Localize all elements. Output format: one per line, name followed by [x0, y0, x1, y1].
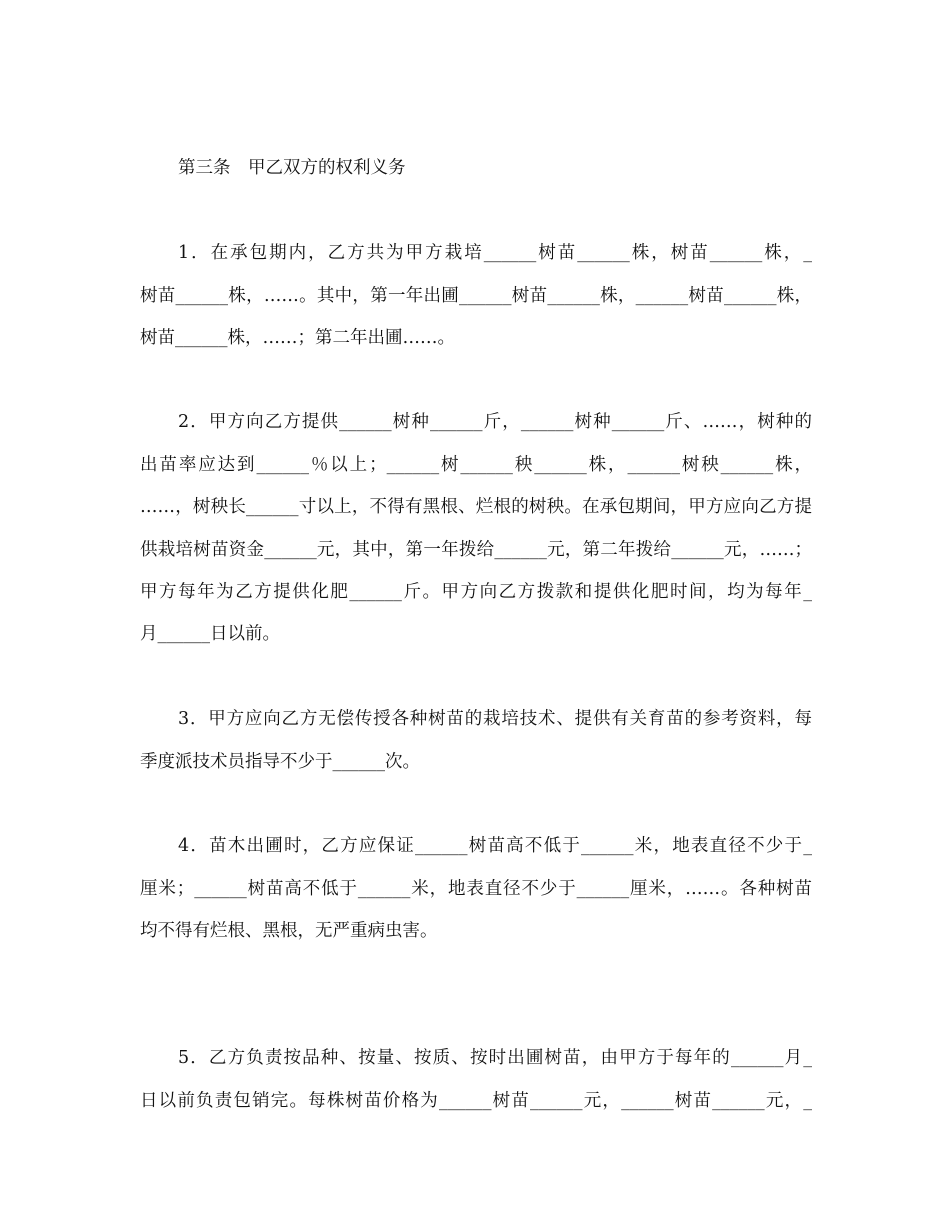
clause-2-line-1: 2．甲方向乙方提供______树种______斤，______树种______斤、……，树种的: [178, 412, 812, 432]
clause-2-line-6: 月______日以前。: [140, 624, 280, 644]
clause-1-line-2: 树苗______株，……。其中，第一年出圃______树苗______株，______树苗______株，: [140, 286, 812, 306]
clause-5-line-1: 5．乙方负责按品种、按量、按质、按时出圃树苗，由甲方于每年的______月_: [178, 1048, 812, 1068]
clause-4-line-3: 均不得有烂根、黑根，无严重病虫害。: [140, 921, 438, 941]
clause-4-line-1: 4．苗木出圃时，乙方应保证______树苗高不低于______米，地表直径不少于_: [178, 836, 812, 856]
clause-5-line-2: 日以前负责包销完。每株树苗价格为______树苗______元，______树苗______元，_: [140, 1091, 812, 1111]
clause-2-line-3: ……，树秧长______寸以上，不得有黑根、烂根的树秧。在承包期间，甲方应向乙方提: [140, 497, 812, 517]
clause-3-line-2: 季度派技术员指导不少于______次。: [140, 752, 420, 772]
clause-3-line-1: 3．甲方应向乙方无偿传授各种树苗的栽培技术、提供有关育苗的参考资料，每: [178, 709, 812, 729]
article-heading: 第三条 甲乙双方的权利义务: [178, 158, 406, 178]
clause-1-line-3: 树苗______株，……；第二年出圃……。: [140, 328, 455, 348]
clause-2-line-2: 出苗率应达到______％以上；______树______秧______株，______树秧______株，: [140, 455, 812, 475]
clause-2-line-5: 甲方每年为乙方提供化肥______斤。甲方向乙方拨款和提供化肥时间，均为每年_: [140, 582, 812, 602]
clause-4-line-2: 厘米；______树苗高不低于______米，地表直径不少于______厘米，……。各种树苗: [140, 879, 812, 899]
clause-2-line-4: 供栽培树苗资金______元，其中，第一年拨给______元，第二年拨给______元，……；: [140, 540, 812, 560]
clause-1-line-1: 1．在承包期内，乙方共为甲方栽培______树苗______株，树苗______株，_: [178, 243, 812, 263]
